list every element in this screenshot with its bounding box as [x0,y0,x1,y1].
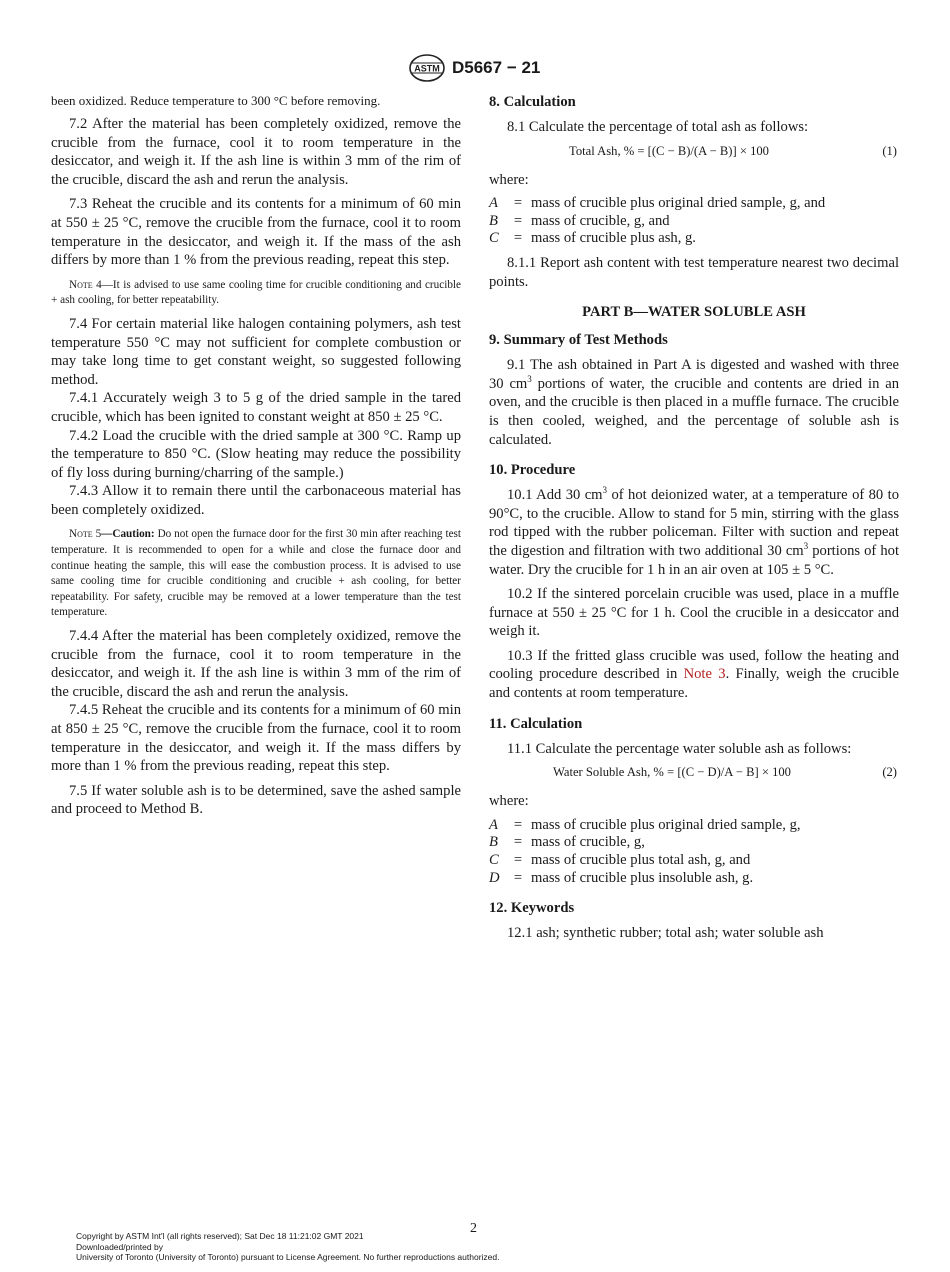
paragraph-7-4-5: 7.4.5 Reheat the crucible and its contents for a minimum of 60 min at 850 ± 25 °C, remove the crucible from the furnace, cool it to room temperature in the desiccator, and weigh it. If the mass differs by more than 1 % from the previous reading, repeat this step. [51,702,461,775]
note-4-text: —It is advised to use same cooling time for crucible conditioning and crucible + ash cooling, for better repeatability. [51,278,461,307]
note-3-link[interactable]: Note 3 [683,666,726,683]
note-5-caution: —Caution: [101,528,155,541]
definition-b: B = mass of crucible, g, and [489,212,670,229]
equation-1-expression: Total Ash, % = [(C − B)/(A − B)] × 100 [569,143,769,158]
section-8-heading: 8. Calculation [489,94,576,110]
paragraph-8-1: 8.1 Calculate the percentage of total ash as follows: [507,119,809,135]
paragraph-7-4-4: 7.4.4 After the material has been completely oxidized, remove the crucible from the furnace, cool it to room temperature in the desiccator, and weigh it. If the ash line is within 3 mm of the rim of the crucible, discard the ash and rerun the analysis. [51,628,461,700]
paragraph-7-1-end: been oxidized. Reduce temperature to 300 °C before removing. [51,93,381,108]
definition-d-2: D = mass of crucible plus insoluble ash, g. [489,869,754,886]
equation-1 [489,141,899,163]
note-5-label: Note 5 [69,528,102,541]
document-id: D5667 − 21 [452,58,541,77]
left-column [51,93,461,819]
paragraph-10-3: 10.3 If the fritted glass crucible was used, follow the heating and cooling procedure described in Note 3. Finally, weigh the crucible and contents at room temperature. [489,647,899,702]
where-label-2: where: [489,793,529,810]
part-b-heading: PART B—WATER SOLUBLE ASH [582,304,806,321]
paragraph-7-5: 7.5 If water soluble ash is to be determined, save the ashed sample and proceed to Method B. [51,782,461,818]
definition-a: A = mass of crucible plus original dried sample, g, and [489,195,826,212]
note-5 [51,527,461,621]
paragraph-8-1-1: 8.1.1 Report ash content with test temperature nearest two decimal points. [489,254,899,290]
equation-2-number: (2) [882,765,897,780]
section-11-heading: 11. Calculation [489,715,583,732]
copyright-footer [76,1231,500,1263]
paragraph-12-1: 12.1 ash; synthetic rubber; total ash; water soluble ash [507,925,824,942]
paragraph-7-4-2: 7.4.2 Load the crucible with the dried sample at 300 °C. Ramp up the temperature to 850 °C. (Slow heating may reduce the possibility of fly loss during burning/charring of the sample.) [51,427,461,481]
paragraph-7-4: 7.4 For certain material like halogen containing polymers, ash test temperature 550 °C may not sufficient for complete combustion or may take long time to get constant weight, so suggested following method. [51,315,461,388]
paragraph-7-3: 7.3 Reheat the crucible and its contents for a minimum of 60 min at 550 ± 25 °C, remove the crucible from the furnace, cool it to room temperature in the desiccator, and weigh it. If the mass of the ash differs by more than 1 % from the previous reading, repeat this step. [51,196,461,269]
equation-1-number: (1) [882,143,897,158]
astm-logo-icon [408,54,446,82]
footer-line-2: Downloaded/printed by [76,1241,163,1252]
paragraph-10-1: 10.1 Add 30 $cm^3$ of hot deionized water, at a temperature of 80 to 90°C, to the crucible. Allow to stand for 5 min, stirring with the glass rod tipped with the rubber policeman. Filter with suction and repeat the digestion and filtration with two additional 30 $cm^3$ portions of hot water. Dry the crucible for 1 h in an air oven at 105 ± 5 °C. [489,485,900,578]
paragraph-10-2: 10.2 If the sintered porcelain crucible was used, place in a muffle furnace at 550 ± 25 °C for 1 h. Cool the crucible in a desiccator and weigh it. [489,586,899,640]
section-10-heading: 10. Procedure [489,462,576,479]
note-5-text: Do not open the furnace door for the first 30 min after reaching test temperature. It is recommended to open for a while and close the furnace door and continue heating the sample, this will ease the combustion process. It is advised to use same cooling time for crucible conditioning and crucible + ash cooling, for better repeatability. For safety, crucible may be removed at a lower temperature than the test temperature. [51,528,461,619]
equation-2-expression: Water Soluble Ash, % = [(C − D)/A − B] × 100 [553,765,791,780]
equation-2 [489,762,899,784]
right-column [489,93,899,943]
footer-line-1: Copyright by ASTM Int'l (all rights reserved); Sat Dec 18 11:21:02 GMT 2021 [76,1231,364,1241]
paragraph-7-4-1: 7.4.1 Accurately weigh 3 to 5 g of the dried sample in the tared crucible, which has been ignited to constant weight at 850 ± 25 °C. [51,390,461,425]
where-label-1: where: [489,171,529,188]
page-number: 2 [470,1221,477,1236]
note-4 [51,278,461,309]
paragraph-11-1: 11.1 Calculate the percentage water soluble ash as follows: [507,740,852,757]
note-4-label: Note 4 [69,278,102,291]
paragraph-7-4-3: 7.4.3 Allow it to remain there until the carbonaceous material has been completely oxidized. [51,483,461,518]
definition-c-2: C = mass of crucible plus total ash, g, and [489,852,751,869]
definition-c: C = mass of crucible plus ash, g. [489,230,696,247]
definitions-2 [489,817,899,887]
definition-a-2: A = mass of crucible plus original dried sample, g, [489,816,801,833]
paragraph-7-2: 7.2 After the material has been completely oxidized, remove the crucible from the furnace, cool it to room temperature in the desiccator, and weigh it. If the ash line is within 3 mm of the rim of the crucible, discard the ash and rerun the analysis. [51,116,461,188]
page-header [0,54,950,84]
astm-logo-text: ASTM [414,63,440,74]
footer-line-3: University of Toronto (University of Toronto) pursuant to License Agreement. No further reproductions authorized. [76,1252,500,1262]
section-9-heading: 9. Summary of Test Methods [489,332,668,349]
definition-b-2: B = mass of crucible, g, [489,834,645,851]
definitions-1 [489,195,899,248]
section-12-heading: 12. Keywords [489,900,575,917]
paragraph-9-1: 9.1 The ash obtained in Part A is digested and washed with three 30 $cm^3$ portions of water, the crucible and contents are dried in an oven, and the crucible is then placed in a muffle furnace. The crucible is then cooled, weighed, and the percentage of soluble ash is calculated. [489,357,899,448]
